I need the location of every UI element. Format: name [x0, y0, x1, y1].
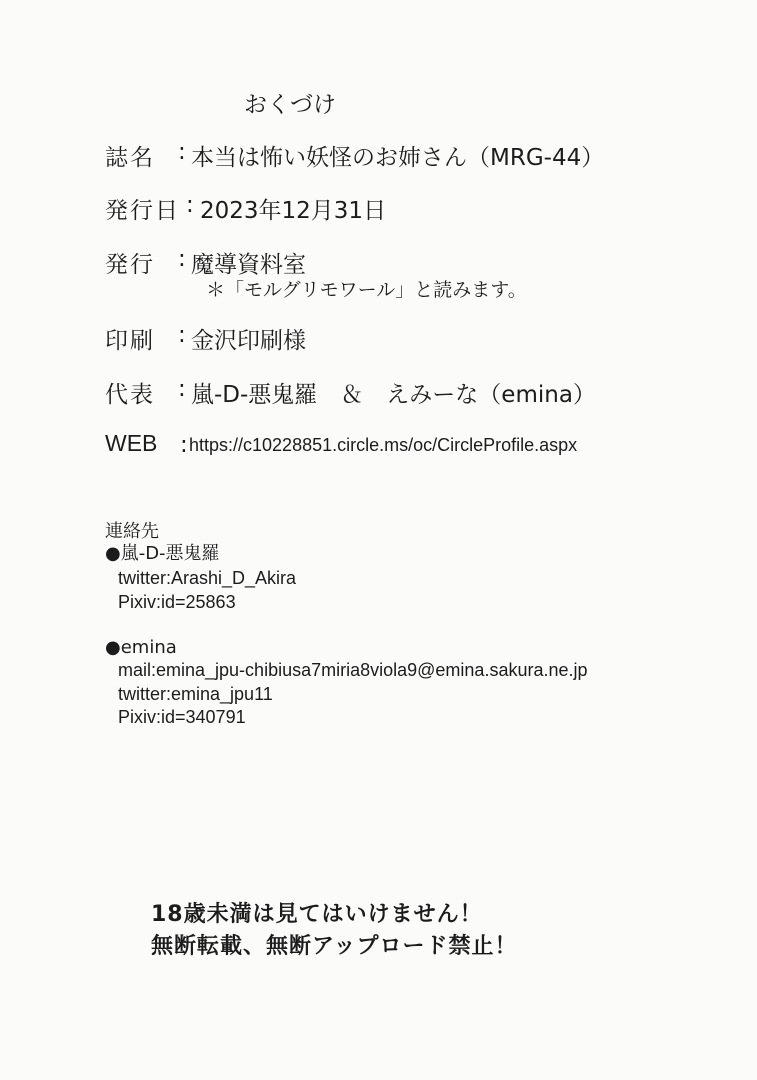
publish-date-label: 発行日: [105, 198, 180, 224]
representative-separator: :: [178, 376, 186, 402]
publisher-value: 魔導資料室: [191, 252, 306, 278]
magazine-name-label: 誌名: [105, 145, 155, 171]
contact-pixiv-emina: Pixiv:id=340791: [118, 707, 246, 727]
contacts-heading: 連絡先: [105, 521, 159, 542]
publish-date-separator: :: [186, 192, 194, 218]
representative-label: 代表: [105, 382, 155, 408]
contact-twitter-akira: twitter:Arashi_D_Akira: [118, 568, 297, 588]
magazine-name-separator: :: [178, 139, 186, 165]
web-separator: :: [180, 432, 188, 458]
publisher-reading-note: ＊「モルグリモワール」と読みます。: [206, 279, 527, 301]
colophon-title: おくづけ: [244, 92, 336, 118]
publisher-label: 発行: [105, 252, 155, 278]
magazine-name-value: 本当は怖い妖怪のお姉さん（MRG-44）: [191, 145, 605, 171]
printer-value: 金沢印刷様: [191, 328, 306, 354]
web-label: WEB: [105, 430, 158, 456]
representative-value: 嵐-D-悪鬼羅 ＆ えみーな（emina）: [191, 382, 596, 408]
publisher-separator: :: [178, 246, 186, 272]
contact-mail-emina: mail:emina_jpu-chibiusa7miria8viola9@emina.sakura.ne.jp: [118, 660, 588, 680]
contact-name-emina: ●emina: [105, 637, 177, 658]
printer-separator: :: [178, 322, 186, 348]
contact-pixiv-akira: Pixiv:id=25863: [118, 592, 236, 612]
reprint-warning: 無断転載、無断アップロード禁止！: [151, 934, 518, 959]
printer-label: 印刷: [105, 328, 155, 354]
web-url: https://c10228851.circle.ms/oc/CircleProfile.aspx: [189, 435, 578, 455]
contact-twitter-emina: twitter:emina_jpu11: [118, 684, 273, 704]
age-warning: 18歳未満は見てはいけません！: [151, 902, 483, 927]
publish-date-value: 2023年12月31日: [200, 198, 387, 224]
contact-name-akira: ●嵐-D-悪鬼羅: [105, 543, 220, 564]
